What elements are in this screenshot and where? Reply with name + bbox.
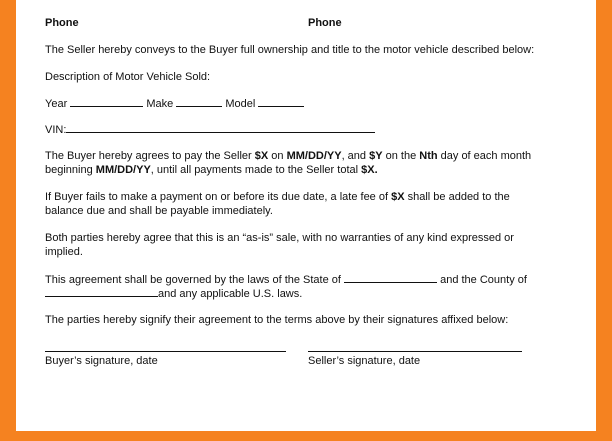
payment-clause-line-2: [45, 163, 585, 177]
payment-text: , and: [341, 150, 370, 162]
seller-signature-label: Seller’s signature, date: [308, 355, 421, 367]
county-field[interactable]: [45, 286, 158, 297]
governing-law-text: and any applicable U.S. laws.: [158, 288, 303, 300]
payment-date: MM/DD/YY: [286, 150, 342, 162]
vehicle-details-row: [45, 96, 585, 111]
late-fee-text: If Buyer fails to make a payment on or before its due date, a late fee of: [45, 191, 392, 203]
vin-label: VIN:: [45, 124, 67, 136]
make-field[interactable]: [176, 96, 222, 107]
payment-text: beginning: [45, 164, 96, 176]
as-is-clause-line-1: Both parties hereby agree that this is an “as-is” sale, with no warranties of any kind expressed or: [45, 232, 514, 244]
contract-page: [16, 0, 596, 431]
governing-law-text: This agreement shall be governed by the laws of the State of: [45, 274, 345, 286]
late-fee-line-1: [45, 190, 585, 204]
seller-phone-label: Phone: [308, 17, 342, 29]
vin-field[interactable]: [66, 122, 375, 133]
signature-clause: The parties hereby signify their agreement to the terms above by their signatures affixed below:: [45, 314, 509, 326]
payment-clause-line-1: [45, 149, 585, 163]
payment-total: $X.: [361, 164, 378, 176]
begin-date: MM/DD/YY: [95, 164, 151, 176]
payment-text: on the: [382, 150, 420, 162]
state-field[interactable]: [344, 272, 437, 283]
vehicle-description-label: Description of Motor Vehicle Sold:: [45, 71, 211, 83]
year-label: Year: [45, 98, 68, 110]
payment-amount: $X: [254, 150, 269, 162]
as-is-clause-line-2: implied.: [45, 246, 83, 258]
late-fee-amount: $X: [391, 191, 405, 203]
governing-law-text: and the County of: [440, 274, 527, 286]
year-field[interactable]: [70, 96, 143, 107]
model-label: Model: [225, 98, 256, 110]
model-field[interactable]: [258, 96, 304, 107]
governing-law-line-2: [45, 286, 585, 301]
installment-amount: $Y: [369, 150, 383, 162]
make-label: Make: [146, 98, 174, 110]
payment-text: The Buyer hereby agrees to pay the Seller: [45, 150, 255, 162]
vin-row: [45, 122, 585, 137]
late-fee-text: shall be added to the: [404, 191, 510, 203]
payment-text: on: [268, 150, 287, 162]
buyer-signature-label: Buyer’s signature, date: [45, 355, 158, 367]
governing-law-line-1: [45, 272, 585, 287]
late-fee-line-2: balance due and shall be payable immediately.: [45, 205, 273, 217]
payment-text: day of each month: [437, 150, 532, 162]
buyer-phone-label: Phone: [45, 17, 79, 29]
buyer-signature-line[interactable]: [45, 351, 286, 352]
conveyance-clause: The Seller hereby conveys to the Buyer full ownership and title to the motor vehicle described below:: [45, 44, 535, 56]
payment-day: Nth: [419, 150, 438, 162]
payment-text: , until all payments made to the Seller total: [150, 164, 362, 176]
seller-signature-line[interactable]: [308, 351, 522, 352]
